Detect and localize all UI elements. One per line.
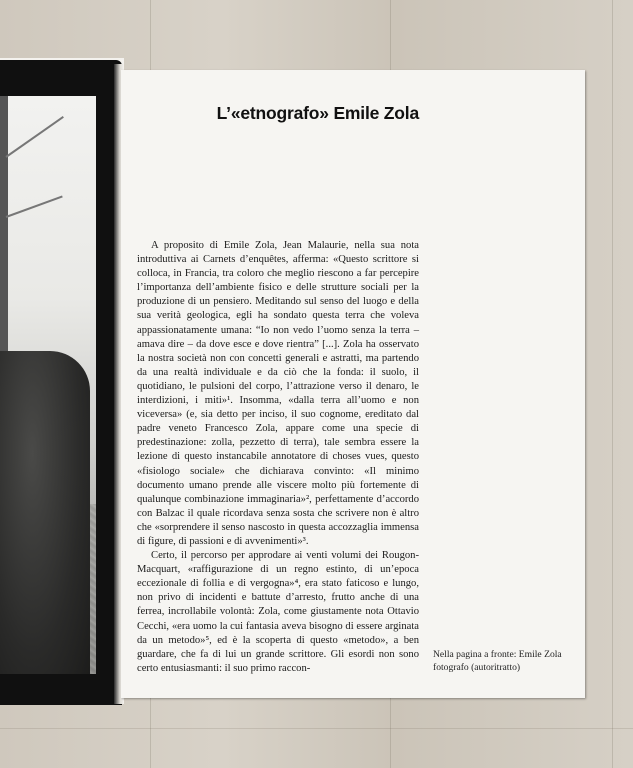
paragraph: Certo, il percorso per approdare ai venti volumi dei Rougon-Macquart, «raffigurazione di un regno estinto, di un’epoca eccezionale di follia e di vergogna»⁴, era stato faticoso e lungo, non privo di incidenti e battute d’arresto, frutto anche di una ferrea, incrollabile volontà: Zola, come giustamente nota Ottavio Cecchi, «era uomo la cui fantasia aveva bisogno di essere arginata da un metodo»⁵, ed è la scoperta di questo «metodo», a ben guardare, che fa di lui un grande scrittore. Gli esordi non sono certo entusiasmanti: il suo primo raccon- xyxy=(137,550,419,674)
tree-branch xyxy=(5,116,63,158)
tree-trunk xyxy=(0,96,8,356)
photo-caption: Nella pagina a fronte: Emile Zola fotografo (autoritratto) xyxy=(433,649,562,673)
photograph xyxy=(0,96,96,674)
page-title: L’«etnografo» Emile Zola xyxy=(216,103,419,123)
photo-figure xyxy=(0,351,90,674)
article-body xyxy=(137,239,419,676)
wood-seam xyxy=(0,728,633,729)
right-page xyxy=(121,70,585,698)
tree-branch xyxy=(6,196,63,218)
paragraph: A proposito di Emile Zola, Jean Malaurie, nella sua nota introduttiva ai Carnets d’enquêtes, afferma: «Questo scrittore si colloca, in Francia, tra coloro che meglio riescono a far percepire l’importanza dell’ambiente fisico e delle strutture sociali per la produzione di un pensiero. Meditando sul senso del luogo e della sua verità geologica, egli ha sondato questa terra che voleva appassionatamente umana: “Io non vedo l’uomo senza la terra – amava dire – da dove esce e dove rientra” [...]. Zola ha osservato la nostra società non con concetti generali e astratti, ma partendo da una realtà individuale e da ciò che la fonda: il suolo, il quotidiano, le pulsioni del corpo, l’attrazione verso il denaro, le interdizioni, i miti»¹. Insomma, «dalla terra all’uomo e non viceversa» (e, sia detto per inciso, il suo cognome, ereditato dal padre veneto Francesco Zola, appare come una specie di predestinazione: zolla, pezzetto di terra), tale sembra essere la lezione di questo instancabile annotatore di choses vues, questo «fisiologo sociale» che dichiarava convinto: «Il minimo documento umano prende alle viscere molto più fortemente di qualunque combinazione immaginaria»², perfettamente d’accordo con Balzac il quale ricordava senza sosta che scrivere non è altro che «sorprendere il senso nascosto in questa accozzaglia immensa di figure, di passioni e di avvenimenti»³. xyxy=(137,240,419,547)
wood-seam xyxy=(612,0,613,768)
